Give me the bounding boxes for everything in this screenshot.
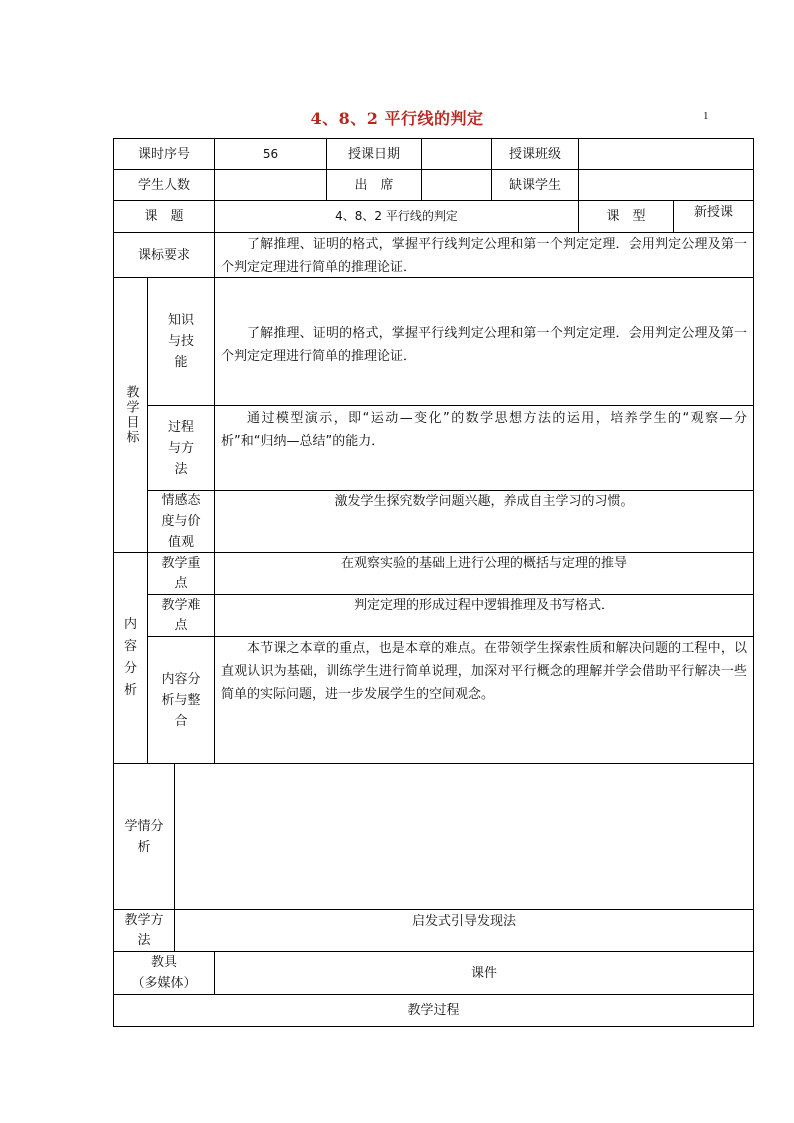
label-teaching-key-point-text: 教学重点 bbox=[161, 555, 201, 591]
label-lesson-type: 课 型 bbox=[578, 200, 673, 232]
absent-students-value bbox=[578, 169, 754, 200]
label-teaching-tools bbox=[113, 951, 214, 994]
label-learner-analysis bbox=[113, 763, 174, 909]
label-knowledge-skills-text: 知识与技能 bbox=[167, 313, 194, 370]
label-teaching-method bbox=[113, 909, 174, 951]
label-absent-students: 缺课学生 bbox=[491, 169, 578, 200]
attendance-value bbox=[421, 169, 491, 200]
label-content-integration-text: 内容分析与整合 bbox=[161, 671, 201, 729]
label-teaching-difficulty bbox=[147, 594, 214, 636]
page-number: 1 bbox=[703, 110, 709, 122]
label-teaching-tools-line1: 教具 bbox=[150, 955, 177, 970]
knowledge-skills-value: 了解推理、证明的格式，掌握平行线判定公理和第一个判定定理．会用判定公理及第一个判定定理进行简单的推理论证． bbox=[214, 277, 754, 405]
label-teaching-date: 授课日期 bbox=[326, 138, 421, 169]
label-lesson-no: 课时序号 bbox=[113, 138, 214, 169]
teaching-class-value bbox=[578, 138, 754, 169]
process-methods-value: 通过模型演示，即“运动—变化”的数学思想方法的运用，培养学生的“观察—分析”和“归纳—总结”的能力． bbox=[214, 405, 754, 490]
label-emotion-values-text: 情感态度与价值观 bbox=[161, 493, 201, 550]
student-count-value bbox=[214, 169, 326, 200]
label-knowledge-skills bbox=[147, 277, 214, 405]
label-teaching-goals bbox=[113, 277, 147, 552]
label-teaching-key-point bbox=[147, 552, 214, 594]
label-teaching-tools-line2: （多媒体） bbox=[131, 976, 197, 991]
label-teaching-difficulty-text: 教学难点 bbox=[161, 597, 201, 633]
lesson-type-value: 新授课 bbox=[673, 200, 754, 232]
label-emotion-values bbox=[147, 490, 214, 552]
label-teaching-class: 授课班级 bbox=[491, 138, 578, 169]
label-content-integration bbox=[147, 636, 214, 763]
teaching-tools-value: 课件 bbox=[214, 951, 754, 994]
teaching-date-value bbox=[421, 138, 491, 169]
teaching-method-value: 启发式引导发现法 bbox=[174, 909, 754, 951]
label-content-analysis bbox=[113, 552, 147, 763]
teaching-key-point-value: 在观察实验的基础上进行公理的概括与定理的推导 bbox=[214, 552, 754, 594]
emotion-values-value: 激发学生探究数学问题兴趣，养成自主学习的习惯。 bbox=[214, 490, 754, 552]
label-student-count: 学生人数 bbox=[113, 169, 214, 200]
label-attendance: 出 席 bbox=[326, 169, 421, 200]
learner-analysis-value bbox=[174, 763, 754, 909]
label-process-methods-text: 过程与方法 bbox=[167, 419, 194, 477]
label-topic: 课 题 bbox=[113, 200, 214, 232]
content-integration-value: 本节课之本章的重点，也是本章的难点。在带领学生探索性质和解决问题的工程中，以直观认识为基础，训练学生进行简单说理，加深对平行概念的理解并学会借助平行解决一些简单的实际问题，进一步发展学生的空间观念。 bbox=[214, 636, 754, 763]
label-content-analysis-text: 内容分析 bbox=[123, 617, 137, 698]
label-teaching-goals-text: 教学目标 bbox=[123, 385, 139, 445]
label-curriculum-requirement: 课标要求 bbox=[113, 232, 214, 277]
teaching-process-header: 教学过程 bbox=[113, 994, 754, 1027]
label-learner-analysis-text: 学情分析 bbox=[124, 818, 164, 855]
curriculum-requirement-value: 了解推理、证明的格式，掌握平行线判定公理和第一个判定定理．会用判定公理及第一个判定定理进行简单的推理论证． bbox=[214, 232, 754, 277]
lesson-no-value: 56 bbox=[214, 138, 326, 169]
label-process-methods bbox=[147, 405, 214, 490]
label-teaching-method-text: 教学方法 bbox=[124, 912, 164, 948]
topic-value: 4、8、2 平行线的判定 bbox=[214, 200, 578, 232]
teaching-difficulty-value: 判定定理的形成过程中逻辑推理及书写格式． bbox=[214, 594, 754, 636]
page-title: 4、8、2 平行线的判定 bbox=[310, 109, 484, 128]
